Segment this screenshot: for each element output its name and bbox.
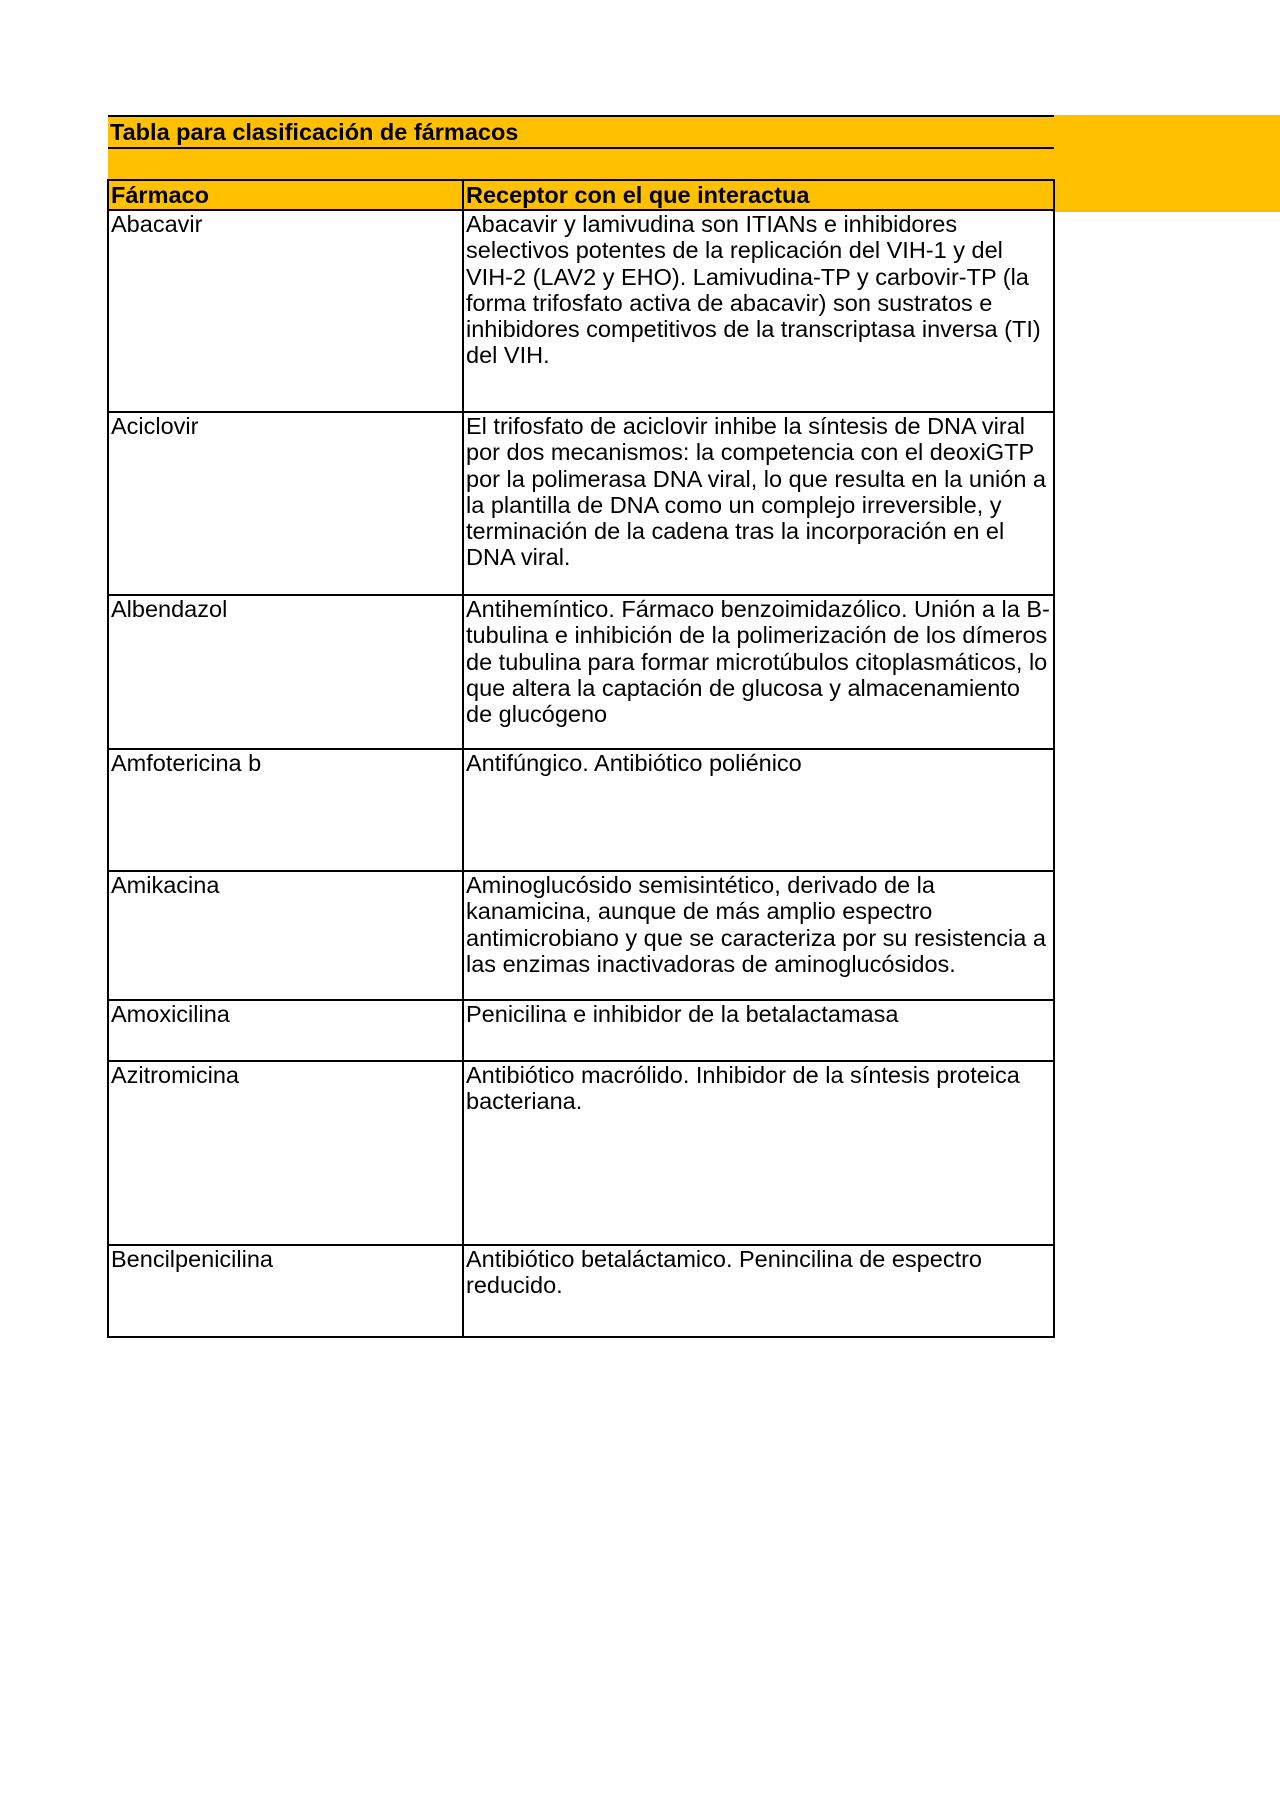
drug-cell[interactable]: Amfotericina b <box>108 749 463 871</box>
header-row <box>108 180 1054 210</box>
drug-cell[interactable]: Bencilpenicilina <box>108 1245 463 1337</box>
column-header-receptor[interactable]: Receptor con el que interactua <box>463 180 1054 210</box>
empty-cell[interactable] <box>108 148 1054 180</box>
drug-cell[interactable]: Azitromicina <box>108 1061 463 1245</box>
spacer-row <box>108 148 1054 180</box>
receptor-cell[interactable]: Aminoglucósido semisintético, derivado de la kanamicina, aunque de más amplio espectro antimicrobiano y que se caracteriza por su resistencia a las enzimas inactivadoras de aminoglucósidos. <box>463 871 1054 1000</box>
drug-cell[interactable]: Abacavir <box>108 210 463 412</box>
table-row <box>108 1245 1054 1337</box>
drug-cell[interactable]: Aciclovir <box>108 412 463 595</box>
drug-cell[interactable]: Albendazol <box>108 595 463 749</box>
table-row <box>108 595 1054 749</box>
table-row <box>108 749 1054 871</box>
drug-classification-table <box>107 115 1055 1338</box>
column-header-drug[interactable]: Fármaco <box>108 180 463 210</box>
receptor-cell[interactable]: Antibiótico betaláctamico. Penincilina de espectro reducido. <box>463 1245 1054 1337</box>
drug-cell[interactable]: Amikacina <box>108 871 463 1000</box>
receptor-cell[interactable]: El trifosfato de aciclovir inhibe la síntesis de DNA viral por dos mecanismos: la competencia con el deoxiGTP por la polimerasa DNA viral, lo que resulta en la unión a la plantilla de DNA como un complejo irreversible, y terminación de la cadena tras la incorporación en el DNA viral. <box>463 412 1054 595</box>
table-row <box>108 1000 1054 1061</box>
receptor-cell[interactable]: Antibiótico macrólido. Inhibidor de la síntesis proteica bacteriana. <box>463 1061 1054 1245</box>
receptor-cell[interactable]: Penicilina e inhibidor de la betalactamasa <box>463 1000 1054 1061</box>
receptor-cell[interactable]: Abacavir y lamivudina son ITIANs e inhibidores selectivos potentes de la replicación del VIH-1 y del VIH-2 (LAV2 y EHO). Lamivudina-TP y carbovir-TP (la forma trifosfato activa de abacavir) son sustratos e inhibidores competitivos de la transcriptasa inversa (TI) del VIH. <box>463 210 1054 412</box>
receptor-cell[interactable]: Antifúngico. Antibiótico poliénico <box>463 749 1054 871</box>
table-row <box>108 210 1054 412</box>
title-row <box>108 116 1054 148</box>
drug-cell[interactable]: Amoxicilina <box>108 1000 463 1061</box>
table-row <box>108 1061 1054 1245</box>
table-row <box>108 871 1054 1000</box>
header-fill-band <box>1052 115 1280 212</box>
receptor-cell[interactable]: Antihemíntico. Fármaco benzoimidazólico. Unión a la B-tubulina e inhibición de la polimerización de los dímeros de tubulina para formar microtúbulos citoplasmáticos, lo que altera la captación de glucosa y almacenamiento de glucógeno <box>463 595 1054 749</box>
table-row <box>108 412 1054 595</box>
table-title[interactable]: Tabla para clasificación de fármacos <box>108 116 1054 148</box>
